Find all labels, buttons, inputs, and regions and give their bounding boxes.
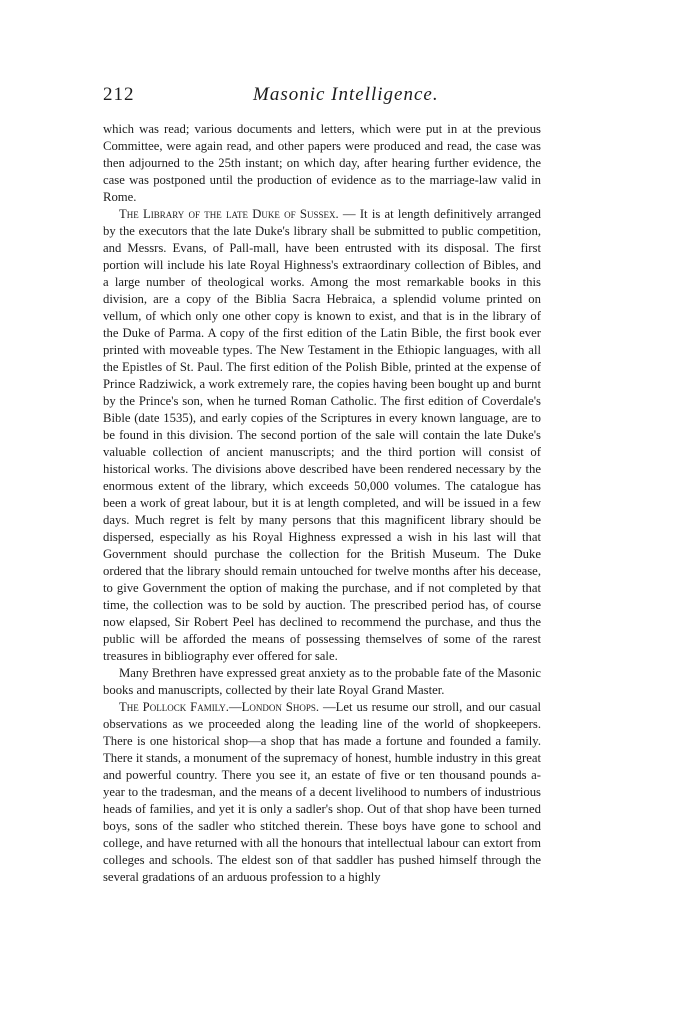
page-header [103, 84, 543, 106]
page-number: 212 [103, 84, 135, 105]
paragraph-pollock-family [103, 699, 541, 886]
running-title: Masonic Intelligence. [253, 84, 439, 105]
body-text [103, 121, 541, 886]
section-heading: The Pollock Family.—London Shops. [119, 700, 320, 714]
paragraph-text: — It is at length definitively arranged by the executors that the late Duke's library shall be submitted to public competition, and Messrs. Evans, of Pall-mall, have been entrusted with its disposal. The first portion will include his late Royal Highness's extraordinary collection of Bibles, and a large number of theological works. Among the most remarkable books in this division, are a copy of the Biblia Sacra Hebraica, a splendid volume printed on vellum, of which only one other copy is known to exist, and that is in the library of the Duke of Parma. A copy of the first edition of the Latin Bible, the first book ever printed with moveable types. The New Testament in the Ethiopic languages, with all the Epistles of St. Paul. The first edition of the Polish Bible, printed at the expense of Prince Radziwick, a work extremely rare, the copies having been bought up and burnt by the Prince's son, when he turned Roman Catholic. The first edition of Coverdale's Bible (date 1535), and early copies of the Scriptures in every known language, are to be found in this division. The second portion of the sale will contain the late Duke's valuable collection of ancient manuscripts; and the third portion will consist of historical works. The divisions above described have been rendered necessary by the enormous extent of the library, which exceeds 50,000 volumes. The catalogue has been a work of great labour, but it is at length completed, and will be issued in a few days. Much regret is felt by many persons that this magnificent library should be dispersed, especially as his Royal Highness expressed a wish in his last will that Government should purchase the collection for the British Museum. The Duke ordered that the library should remain untouched for twelve months after his decease, to give Government the option of making the purchase, and if not completed by that time, the collection was to be sold by auction. The prescribed period has, of course now elapsed, Sir Robert Peel has declined to recommend the purchase, and thus the public will be afforded the means of possessing themselves of some of the rarest treasures in bibliography ever offered for sale. [103, 207, 542, 663]
paragraph-duke-library [103, 206, 541, 665]
paragraph-text: Many Brethren have expressed great anxiety as to the probable fate of the Masonic books and manuscripts, collected by their late Royal Grand Master. [103, 666, 541, 697]
paragraph-court-case [103, 121, 541, 206]
section-heading: The Library of the late Duke of Sussex. [119, 207, 339, 221]
paragraph-text: —Let us resume our stroll, and our casual observations as we proceeded along the leading line of the world of shopkeepers. There is one historical shop—a shop that has made a fortune and founded a family. There it stands, a monument of the supremacy of honest, humble industry in this great and powerful country. There you see it, an estate of five or ten thousand pounds a-year to the tradesman, and the means of a decent livelihood to numbers of industrious heads of families, and yet it is only a sadler's shop. Out of that shop have been turned boys, sons of the sadler who stitched therein. These boys have gone to school and college, and have returned with all the honours that intellectual labour can extort from colleges and schools. The eldest son of that saddler has pushed himself through the several gradations of an arduous profession to a highly [103, 700, 541, 884]
paragraph-text: which was read; various documents and letters, which were put in at the previous Committee, were again read, and other papers were produced and read, the case was then adjourned to the 25th instant; on which day, after hearing further evidence, the case was postponed until the production of evidence as to the marriage-law valid in Rome. [103, 122, 541, 204]
paragraph-masonic-books [103, 665, 541, 699]
